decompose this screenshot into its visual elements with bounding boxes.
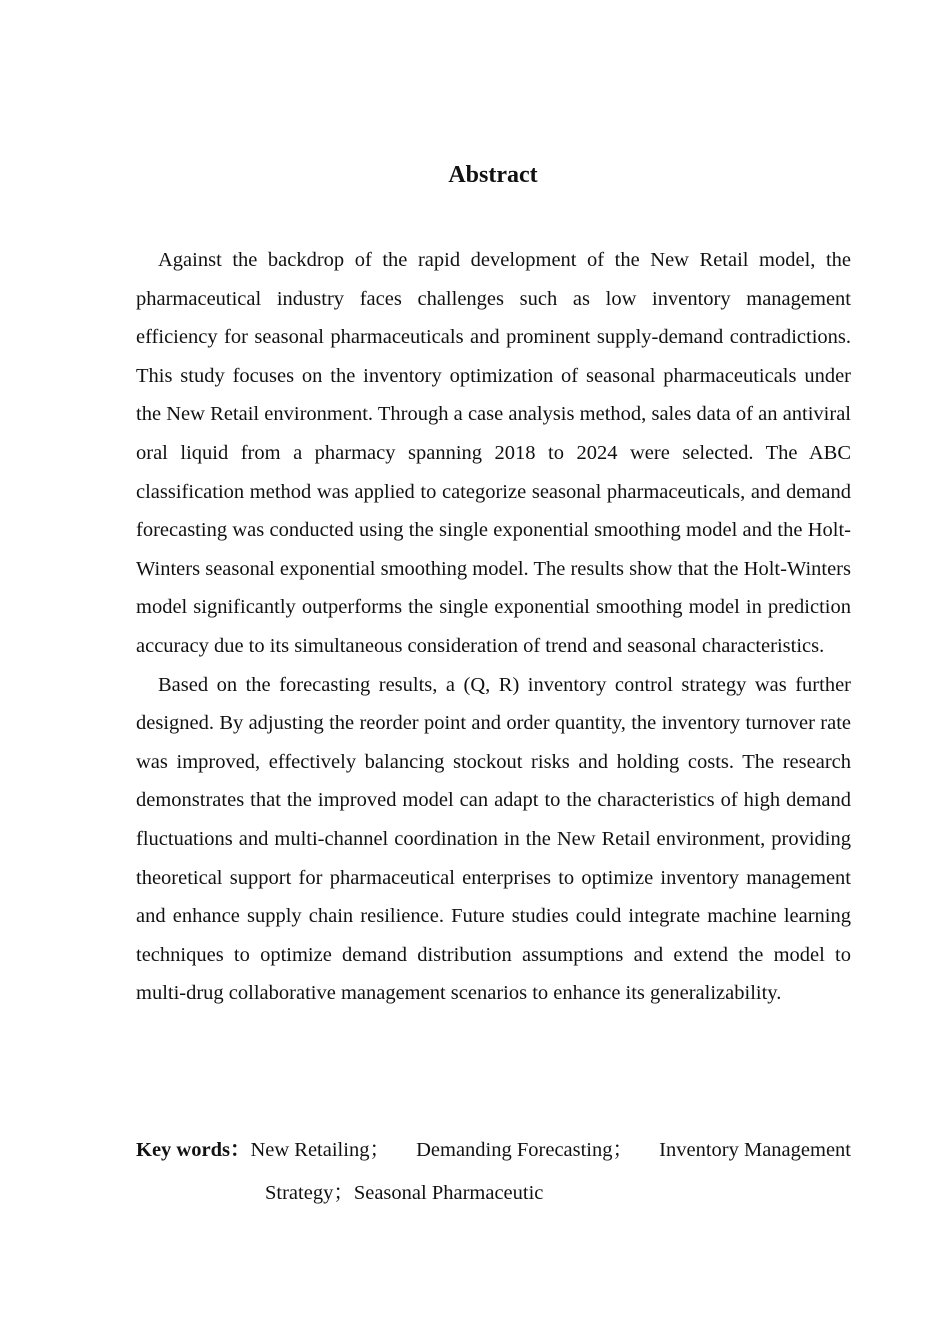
- keyword-item: Inventory Management: [659, 1139, 851, 1161]
- keyword-item: Seasonal Pharmaceutic: [353, 1182, 544, 1204]
- keywords-line-2: [136, 1172, 851, 1215]
- keyword-item: New Retailing；: [250, 1139, 390, 1161]
- keywords-line-1: [136, 1129, 851, 1172]
- abstract-paragraph-2: Based on the forecasting results, a (Q, R) inventory control strategy was further designed. By adjusting the reorder point and order quantity, the inventory turnover rate was improved, effectively balancing stockout risks and holding costs. The research demonstrates that the improved model can adapt to the characteristics of high demand fluctuations and multi-channel coordination in the New Retail environment, providing theoretical support for pharmaceutical enterprises to optimize inventory management and enhance supply chain resilience. Future studies could integrate machine learning techniques to optimize demand distribution assumptions and extend the model to multi-drug collaborative management scenarios to enhance its generalizability.: [136, 673, 851, 1005]
- abstract-title: Abstract: [448, 162, 538, 188]
- abstract-body: [136, 241, 851, 1013]
- abstract-paragraph-1: Against the backdrop of the rapid development of the New Retail model, the pharmaceutical industry faces challenges such as low inventory management efficiency for seasonal pharmaceuticals and prominent supply-demand contradictions. This study focuses on the inventory optimization of seasonal pharmaceuticals under the New Retail environment. Through a case analysis method, sales data of an antiviral oral liquid from a pharmacy spanning 2018 to 2024 were selected. The ABC classification method was applied to categorize seasonal pharmaceuticals, and demand forecasting was conducted using the single exponential smoothing model and the Holt-Winters seasonal exponential smoothing model. The results show that the Holt-Winters model significantly outperforms the single exponential smoothing model in prediction accuracy due to its simultaneous consideration of trend and seasonal characteristics.: [136, 249, 851, 657]
- keywords-section: [136, 1129, 851, 1215]
- keywords-label: Key words：: [136, 1139, 251, 1161]
- keyword-item: Demanding Forecasting；: [416, 1139, 634, 1161]
- keyword-item: Strategy；: [265, 1182, 354, 1204]
- keywords-label-group: [136, 1129, 390, 1172]
